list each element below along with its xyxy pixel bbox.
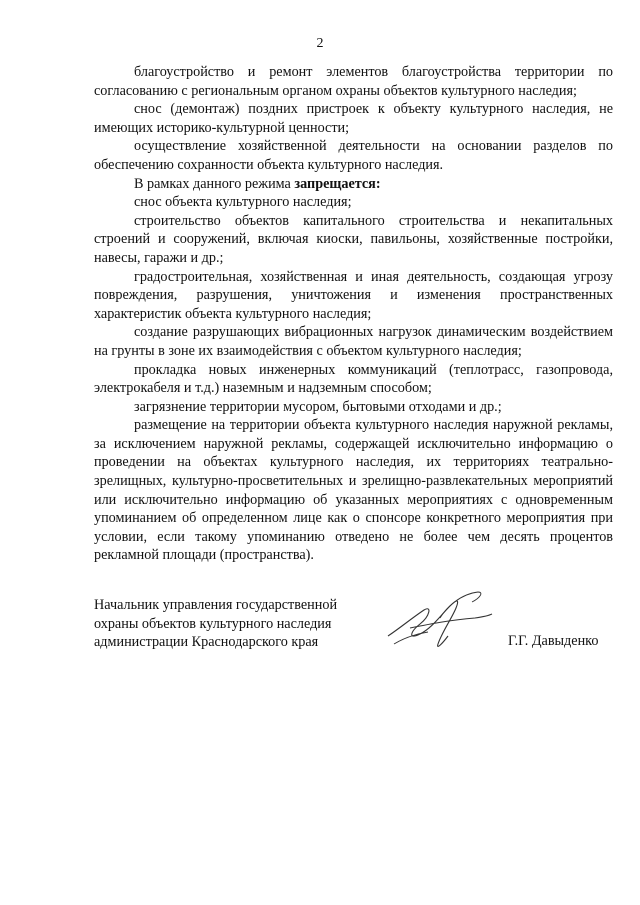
page-number: 2 — [316, 36, 324, 51]
handwritten-signature — [380, 588, 500, 658]
prohibition-item: градостроительная, хозяйственная и иная деятельность, создающая угрозу повреждения, разрушения, уничтожения и изменения пространственных характеристик объекта культурного наследия; — [94, 268, 613, 322]
signatory-title-line: Начальник управления государственной — [94, 597, 338, 613]
paragraph: снос (демонтаж) поздних пристроек к объекту культурного наследия, не имеющих историко-культурной ценности; — [94, 101, 613, 136]
prohibition-item: размещение на территории объекта культурного наследия наружной рекламы, за исключением наружной рекламы, содержащей исключительно информацию о проведении на объектах культурного наследия, их территориях театрально-зрелищных, культурно-просветительных и зрелищно-развлекательных мероприятий или исключительно информацию об указанных мероприятиях с одновременным упоминанием об определенном лице как о спонсоре конкретного мероприятия при условии, если такому упоминанию отведено не более чем десять процентов рекламной площади (пространства). — [94, 417, 613, 564]
signatory-title-line: администрации Краснодарского края — [94, 634, 319, 651]
prohibition-item: снос объекта культурного наследия; — [134, 194, 352, 211]
prohibition-item: прокладка новых инженерных коммуникаций (теплотрасс, газопровода, электрокабеля и т.д.) наземным и надземным способом; — [94, 361, 613, 397]
document-body — [94, 63, 613, 565]
regime-heading — [94, 175, 613, 194]
paragraph: осуществление хозяйственной деятельности на основании разделов по обеспечению сохранности объекта культурного наследия. — [94, 138, 613, 173]
prohibition-item: создание разрушающих вибрационных нагрузок динамическим воздействием на грунты в зоне их взаимодействия с объектом культурного наследия; — [94, 324, 613, 359]
regime-intro: В рамках данного режима — [134, 175, 295, 192]
prohibition-item: загрязнение территории мусором, бытовыми отходами и др.; — [134, 398, 502, 415]
prohibition-item: строительство объектов капитального строительства и некапитальных строений и сооружений, включая киоски, павильоны, хозяйственные постройки, навесы, гаражи и др.; — [94, 212, 613, 266]
signatory-title-line: охраны объектов культурного наследия — [94, 615, 332, 632]
regime-bold: запрещается: — [294, 175, 381, 192]
signatory-name: Г.Г. Давыденко — [508, 633, 599, 649]
paragraph: благоустройство и ремонт элементов благоустройства территории по согласованию с региональным органом охраны объектов культурного наследия; — [94, 64, 613, 99]
signatory-title — [94, 596, 337, 652]
